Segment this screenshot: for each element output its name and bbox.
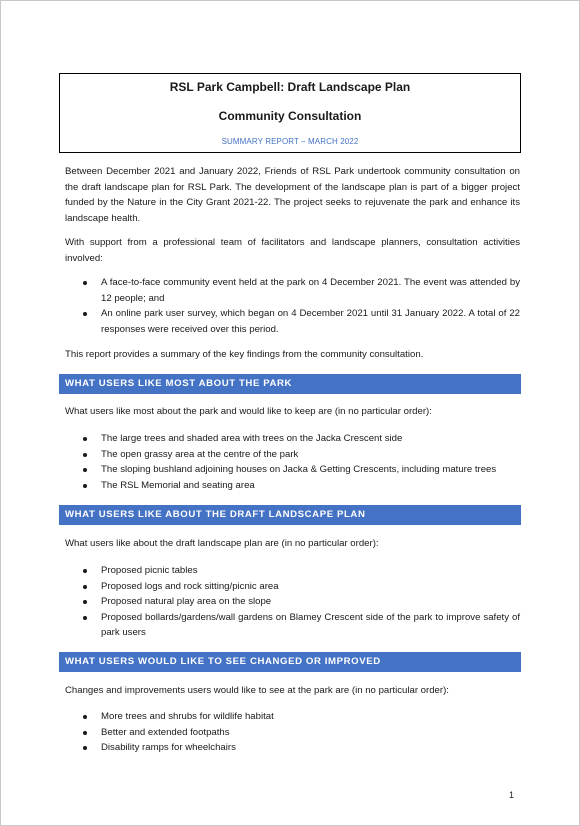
section-lead-likes-plan [65, 536, 520, 552]
bullet-icon [83, 484, 87, 488]
bullet-icon [83, 437, 87, 441]
bullet-icon [83, 569, 87, 573]
document-subtitle: Community Consultation [218, 109, 362, 123]
list-item-text: The open grassy area at the centre of the park [101, 448, 299, 460]
list-item [65, 610, 520, 641]
list-item [65, 478, 520, 494]
list-item [65, 431, 520, 447]
intro-paragraph-2 [65, 235, 520, 266]
list-item-text: More trees and shrubs for wildlife habitat [101, 711, 274, 722]
report-label: SUMMARY REPORT – MARCH 2022 [221, 137, 359, 146]
list-item-text: Proposed bollards/gardens/wall gardens on Blamey Crescent side of the park to improve safety of park users [101, 611, 520, 638]
list-item-text: Proposed logs and rock sitting/picnic area [101, 580, 279, 592]
list-item [65, 462, 520, 478]
list-item-text: Proposed picnic tables [101, 565, 198, 576]
list-item [65, 579, 520, 595]
section-heading-changes: WHAT USERS WOULD LIKE TO SEE CHANGED OR IMPROVED [59, 652, 521, 672]
list-item-text: Disability ramps for wheelchairs [101, 742, 236, 753]
list-item-text: The large trees and shaded area with trees on the Jacka Crescent side [101, 433, 403, 444]
list-item-text: An online park user survey, which began on 4 December 2021 until 31 January 2022. A total of 22 responses were received over this period. [101, 308, 520, 335]
bullet-icon [83, 746, 87, 750]
list-item [65, 563, 520, 579]
section-lead-text: What users like most about the park and would like to keep are (in no particular order): [65, 406, 432, 417]
list-item [65, 709, 520, 725]
intro-bullet-list [65, 275, 520, 337]
bullet-icon [83, 453, 87, 457]
intro-text-2: With support from a professional team of facilitators and landscape planners, consultation activities involved: [65, 237, 520, 264]
bullet-icon [83, 731, 87, 735]
section-lead-text: What users like about the draft landscape plan are (in no particular order): [65, 538, 379, 549]
list-item [65, 306, 520, 337]
section-lead-text: Changes and improvements users would like to see at the park are (in no particular order): [65, 685, 449, 696]
list-item-text: The sloping bushland adjoining houses on Jacka & Getting Crescents, including mature trees [101, 464, 497, 475]
bullet-icon [83, 616, 87, 620]
page-number: 1 [509, 790, 515, 800]
intro-paragraph-3 [65, 347, 520, 363]
section-lead-likes-park [65, 404, 520, 420]
section-list-likes-plan [65, 563, 520, 641]
bullet-icon [83, 312, 87, 316]
bullet-icon [83, 281, 87, 285]
intro-paragraph-1 [65, 164, 520, 226]
bullet-icon [83, 585, 87, 589]
list-item [65, 725, 520, 741]
document-title: RSL Park Campbell: Draft Landscape Plan [169, 80, 411, 94]
section-heading-likes-plan: WHAT USERS LIKE ABOUT THE DRAFT LANDSCAPE PLAN [59, 505, 521, 525]
list-item [65, 447, 520, 463]
list-item-text: A face-to-face community event held at the park on 4 December 2021. The event was attended by 12 people; and [101, 277, 520, 304]
list-item-text: Proposed natural play area on the slope [101, 596, 272, 607]
bullet-icon [83, 468, 87, 472]
bullet-icon [83, 600, 87, 604]
list-item [65, 740, 520, 756]
section-list-likes-park [65, 431, 520, 493]
list-item-text: Better and extended footpaths [101, 726, 230, 738]
section-lead-changes [65, 683, 520, 699]
section-heading-likes-park: WHAT USERS LIKE MOST ABOUT THE PARK [59, 374, 521, 394]
bullet-icon [83, 715, 87, 719]
title-box [59, 73, 521, 153]
list-item [65, 275, 520, 306]
list-item-text: The RSL Memorial and seating area [101, 479, 255, 491]
section-list-changes [65, 709, 520, 756]
intro-text-1: Between December 2021 and January 2022, Friends of RSL Park undertook community consultation on the draft landscape plan for RSL Park. The development of the landscape plan is part of a bigger project funded by the Nature in the City Grant 2021-22. The project seeks to rejuvenate the park and enhance its landscape health. [65, 166, 520, 224]
list-item [65, 594, 520, 610]
intro-text-3: This report provides a summary of the key findings from the community consultation. [65, 349, 424, 360]
